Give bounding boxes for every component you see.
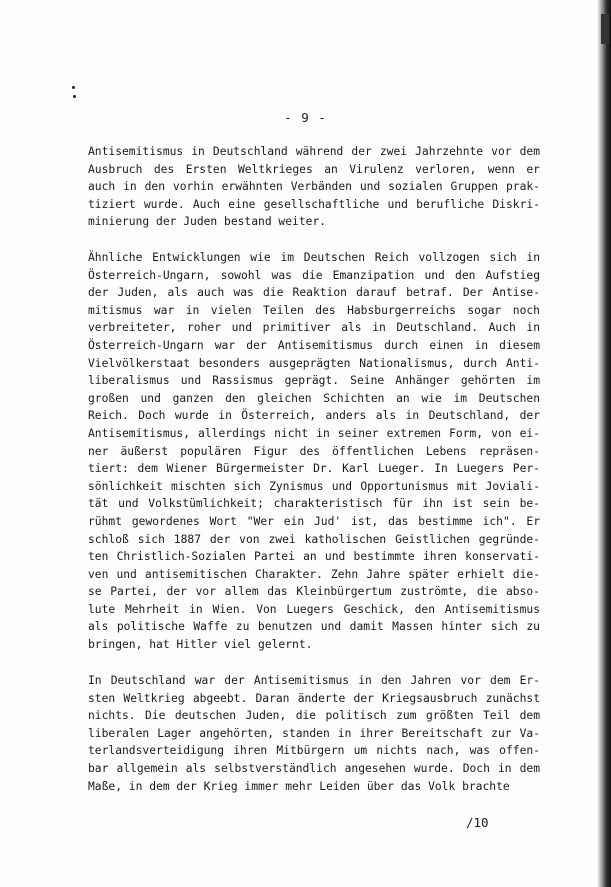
- text-line: auch in den vorhin erwähnten Verbänden und sozialen Gruppen prak-: [88, 180, 540, 194]
- text-line: verbreiteter, roher und primitiver als in Deutschland. Auch in: [88, 321, 540, 335]
- text-line: bar allgemein als selbstverständlich angesehen wurde. Doch in dem: [88, 761, 540, 775]
- paragraph-1: [88, 143, 540, 231]
- text-line: ner äußerst populären Figur des öffentlichen Lebens repräsen-: [88, 444, 540, 458]
- paragraph-3: [88, 672, 540, 795]
- text-line: bringen, hat Hitler viel gelernt.: [88, 638, 313, 652]
- text-line: als politische Waffe zu benutzen und damit Massen hinter sich zu: [88, 620, 540, 634]
- paragraph-2: [88, 249, 540, 654]
- text-line: tiziert wurde. Auch eine gesellschaftliche und berufliche Diskri-: [88, 197, 540, 211]
- text-line: Vielvölkerstaat besonders ausgeprägten Nationalismus, durch Anti-: [88, 356, 540, 370]
- text-line: lute Mehrheit in Wien. Von Luegers Geschick, den Antisemitismus: [88, 602, 540, 616]
- text-line: großen und ganzen den gleichen Schichten an wie im Deutschen: [88, 391, 540, 405]
- text-line: Antisemitismus in Deutschland während der zwei Jahrzehnte vor dem: [88, 145, 540, 158]
- text-line: ven und antisemitischen Charakter. Zehn Jahre später erhielt die-: [88, 567, 540, 581]
- text-line: mitismus war in vielen Teilen des Habsburgerreichs sogar noch: [88, 303, 540, 317]
- text-line: Reich. Doch wurde in Österreich, anders als in Deutschland, der: [88, 409, 540, 423]
- text-line: Österreich-Ungarn, sowohl was die Emanzipation und den Aufstieg: [88, 268, 540, 282]
- text-line: In Deutschland war der Antisemitismus in den Jahren vor dem Er-: [88, 674, 540, 687]
- text-line: terlandsverteidigung ihren Mitbürgern um nichts nach, was offen-: [88, 744, 540, 758]
- text-line: sten Weltkrieg abgeebt. Daran änderte der Kriegsausbruch zunächst: [88, 691, 540, 705]
- text-line: Antisemitismus, allerdings nicht in seiner extremen Form, von ei-: [88, 426, 540, 440]
- next-page-marker: /10: [466, 815, 489, 830]
- scan-speck: [73, 95, 76, 98]
- text-line: rühmt gewordenes Wort "Wer ein Jud' ist, das bestimme ich". Er: [88, 514, 540, 528]
- text-line: Maße, in dem der Krieg immer mehr Leiden über das Volk brachte: [88, 779, 510, 793]
- text-line: ten Christlich-Sozialen Partei an und bestimmte ihren konservati-: [88, 550, 540, 564]
- text-line: Österreich-Ungarn war der Antisemitismus durch einen in diesem: [88, 338, 540, 352]
- text-line: nichts. Die deutschen Juden, die politisch zum größten Teil dem: [88, 709, 540, 723]
- text-line: tiert: dem Wiener Bürgermeister Dr. Karl Lueger. In Luegers Per-: [88, 462, 540, 476]
- text-line: liberalismus und Rassismus geprägt. Seine Anhänger gehörten im: [88, 374, 540, 388]
- text-line: tät und Volkstümlichkeit; charakteristisch für ihn ist sein be-: [88, 497, 540, 511]
- scan-edge-shadow: [597, 0, 611, 887]
- text-line: sönlichkeit mischten sich Zynismus und Opportunismus mit Joviali-: [88, 479, 540, 493]
- text-line: schloß sich 1887 der von zwei katholischen Geistlichen gegründe-: [88, 532, 540, 546]
- text-line: Ähnliche Entwicklungen wie im Deutschen Reich vollzogen sich in: [88, 251, 540, 264]
- scan-speck: [72, 86, 75, 89]
- page-number: - 9 -: [284, 110, 327, 125]
- text-line: der Juden, als auch was die Reaktion darauf betraf. Der Antise-: [88, 286, 540, 300]
- text-line: liberalen Lager angehörten, standen in ihrer Bereitschaft zur Va-: [88, 726, 540, 740]
- scan-edge-mark: [601, 14, 609, 44]
- text-line: minierung der Juden bestand weiter.: [88, 215, 327, 229]
- text-line: se Partei, der vor allem das Kleinbürgertum zuströmte, die abso-: [88, 585, 540, 599]
- text-line: Ausbruch des Ersten Weltkrieges an Virulenz verloren, wenn er: [88, 162, 540, 176]
